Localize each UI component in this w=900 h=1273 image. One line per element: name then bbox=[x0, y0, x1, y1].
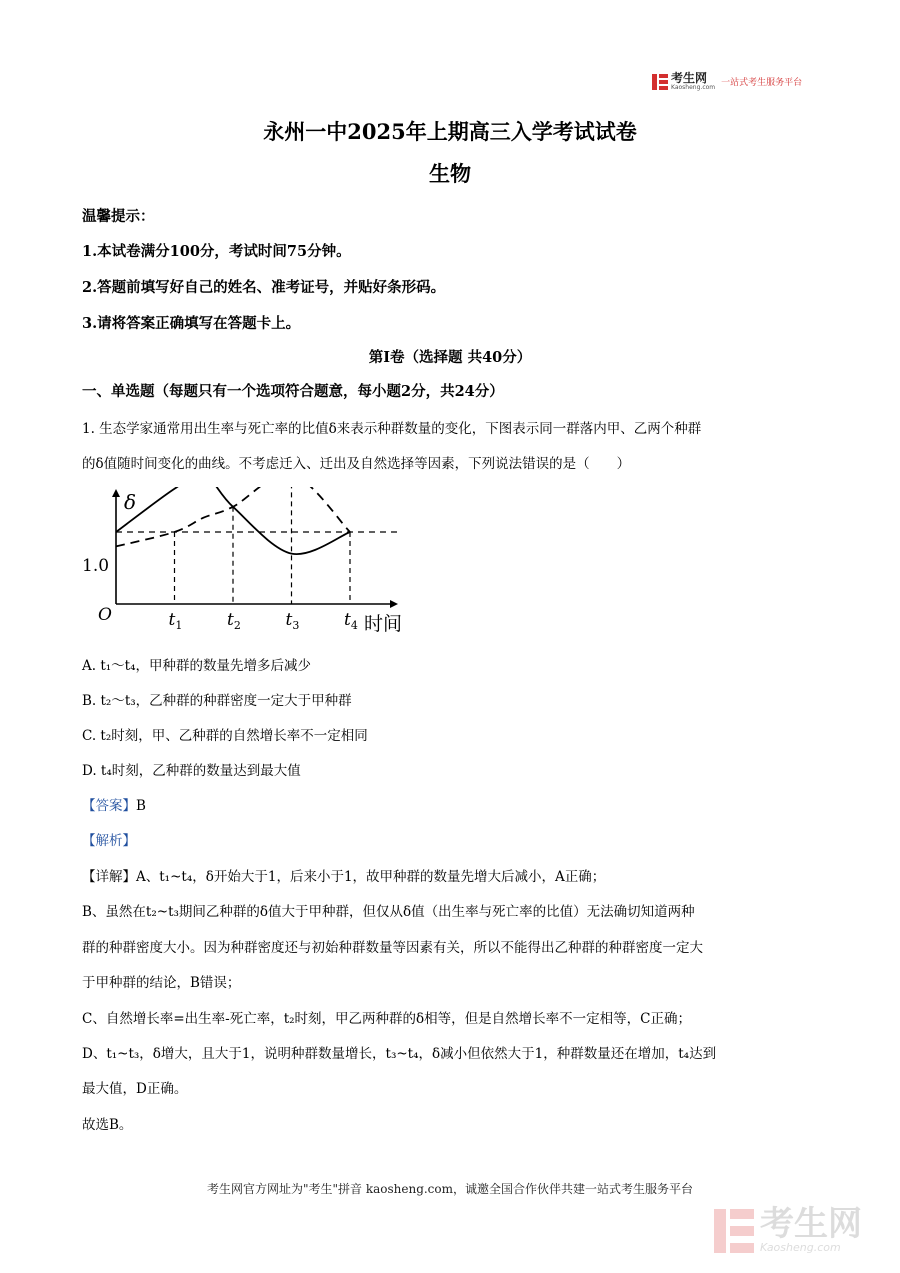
x-axis-label: 时间 bbox=[364, 613, 403, 635]
answer-line bbox=[82, 794, 146, 814]
y-axis-label: δ bbox=[124, 490, 137, 514]
logo-name: 考生网 bbox=[671, 71, 708, 85]
detail-line-4: 于甲种群的结论，B错误； bbox=[82, 975, 241, 991]
detail-line-1: 【详解】A、t₁~t₄，δ开始大于1，后来小于1，故甲种群的数量先增大后减小，A正确； bbox=[82, 869, 606, 885]
watermark-domain: Kaosheng.com bbox=[760, 1241, 841, 1254]
notice-item-2: 2.答题前填写好自己的姓名、准考证号，并贴好条形码。 bbox=[82, 279, 446, 296]
detail-line-5: C、自然增长率=出生率-死亡率，t₂时刻，甲乙两种群的δ相等，但是自然增长率不一定相等，C正确； bbox=[82, 1011, 691, 1027]
origin-label: O bbox=[98, 605, 112, 625]
tick-label-t3: $t_3$ bbox=[285, 610, 300, 632]
question-stem-line-2: 的δ值随时间变化的曲线。不考虑迁入、迁出及自然选择等因素，下列说法错误的是（ ） bbox=[82, 456, 631, 472]
exam-title: 永州一中2025年上期高三入学考试试卷 bbox=[263, 119, 637, 144]
section-title: 第Ⅰ卷（选择题 共40分） bbox=[368, 349, 532, 366]
kaosheng-logo-icon bbox=[652, 74, 668, 90]
notice-item-3: 3.请将答案正确填写在答题卡上。 bbox=[82, 315, 301, 332]
part-title: 一、单选题（每题只有一个选项符合题意，每小题2分，共24分） bbox=[82, 383, 504, 400]
option-c: C. t₂时刻，甲、乙种群的自然增长率不一定相同 bbox=[82, 728, 368, 744]
watermark bbox=[714, 1204, 862, 1254]
reference-label: 1.0 bbox=[82, 556, 110, 576]
logo-slogan: 一站式考生服务平台 bbox=[721, 78, 803, 88]
analysis-label: 【解析】 bbox=[82, 833, 136, 849]
answer-label: 【答案】 bbox=[82, 798, 136, 814]
notice-heading: 温馨提示： bbox=[82, 208, 155, 225]
tick-label-t2: $t_2$ bbox=[227, 610, 241, 632]
answer-value: B bbox=[136, 798, 146, 814]
tick-label-t4: $t_4$ bbox=[344, 610, 358, 632]
watermark-logo-icon bbox=[714, 1209, 754, 1253]
detail-line-3: 群的种群密度大小。因为种群密度还与初始种群数量等因素有关，所以不能得出乙种群的种群密度一定大 bbox=[82, 940, 703, 956]
option-d: D. t₄时刻，乙种群的数量达到最大值 bbox=[82, 763, 301, 779]
subject-title: 生物 bbox=[429, 161, 471, 186]
notice-item-1: 1.本试卷满分100分，考试时间75分钟。 bbox=[82, 243, 351, 260]
detail-line-7: 最大值，D正确。 bbox=[82, 1081, 188, 1097]
logo-domain: Kaosheng.com bbox=[671, 84, 716, 91]
tick-label-t1: $t_1$ bbox=[168, 610, 183, 632]
footer-text: 考生网官方网址为"考生"拼音 kaosheng.com，诚邀全国合作伙伴共建一站式考生服务平台 bbox=[206, 1182, 694, 1196]
detail-line-8: 故选B。 bbox=[82, 1117, 133, 1133]
option-a: A. t₁～t₄，甲种群的数量先增多后减少 bbox=[82, 658, 312, 674]
detail-line-2: B、虽然在t₂~t₃期间乙种群的δ值大于甲种群，但仅从δ值（出生率与死亡率的比值）无法确切知道两种 bbox=[82, 904, 695, 920]
detail-line-6: D、t₁~t₃，δ增大，且大于1，说明种群数量增长，t₃~t₄，δ减小但依然大于1，种群数量还在增加，t₄达到 bbox=[82, 1046, 717, 1062]
option-b: B. t₂～t₃，乙种群的种群密度一定大于甲种群 bbox=[82, 693, 352, 709]
delta-chart bbox=[80, 487, 420, 637]
question-stem-line-1: 1. 生态学家通常用出生率与死亡率的比值δ来表示种群数量的变化，下图表示同一群落内甲、乙两个种群 bbox=[82, 421, 702, 437]
watermark-name: 考生网 bbox=[760, 1204, 862, 1244]
kaosheng-logo[interactable] bbox=[652, 72, 802, 91]
